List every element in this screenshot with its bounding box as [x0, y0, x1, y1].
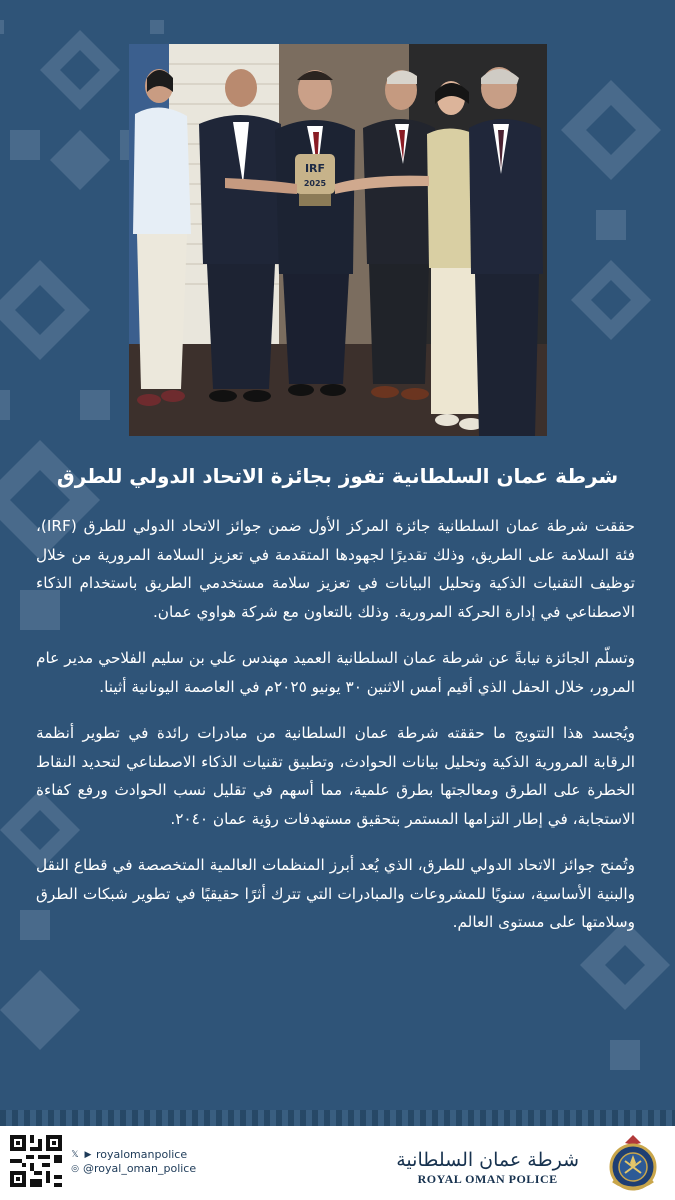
- social-handle-youtube: royalomanpolice: [96, 1148, 188, 1161]
- decorative-border-band: [0, 1110, 675, 1126]
- paragraph-3: ويُجسد هذا التتويج ما حققته شرطة عمان السلطانية من مبادرات رائدة في تطوير أنظمة الرقابة المرورية الذكية وتحليل بيانات الحوادث، وتطبيق تقنيات الذكاء الاصطناعي لتحديد النقاط الخطرة على الطرق ومعالجتها بطرق علمية، مما أسهم في تقليل نسب الحوادث ورفع كفاءة الاستجابة، في إطار التزامها المستمر بتحقيق مستهدفات رؤية عمان ٢٠٤٠.: [36, 724, 635, 828]
- instagram-icon: ◎: [71, 1164, 79, 1174]
- social-row-x-youtube[interactable]: [70, 1148, 196, 1162]
- award-ceremony-photo: [129, 44, 547, 436]
- social-links: [70, 1148, 196, 1176]
- paragraph-1: حققت شرطة عمان السلطانية جائزة المركز الأول ضمن جوائز الاتحاد الدولي للطرق (IRF)، فئة السلامة على الطريق، وذلك تقديرًا لجهودها المتقدمة في تعزيز السلامة المرورية من خلال توظيف التقنيات الذكية وتحليل البيانات في تعزيز سلامة مستخدمي الطريق باستخدام الذكاء الاصطناعي في إدارة الحركة المرورية. وذلك بالتعاون مع شركة هواوي عمان.: [36, 517, 635, 621]
- award-logo-year: 2025: [303, 179, 327, 188]
- article-body: [36, 512, 635, 955]
- footer: [0, 1126, 675, 1200]
- decorative-pattern-top-right: [541, 60, 675, 360]
- award-logo-text: IRF: [304, 162, 326, 175]
- youtube-icon: ▶: [84, 1150, 92, 1160]
- paragraph-2: وتسلّم الجائزة نيابةً عن شرطة عمان السلطانية العميد مهندس علي بن سليم الفلاحي مدير عام المرور، خلال الحفل الذي أقيم أمس الاثنين ٣٠ يونيو ٢٠٢٥م في العاصمة اليونانية أثينا.: [36, 649, 635, 696]
- royal-oman-police-emblem-icon: [603, 1133, 663, 1195]
- brand-name-arabic: شرطة عمان السلطانية: [396, 1149, 579, 1171]
- brand-wordmark: [396, 1148, 579, 1187]
- paragraph-4: وتُمنح جوائز الاتحاد الدولي للطرق، الذي يُعد أبرز المنظمات العالمية المتخصصة في قطاع النقل والبنية الأساسية، سنويًا للمشروعات والمبادرات التي تترك أثرًا حقيقيًا في تطوير شبكات الطرق وسلامتها على مستوى العالم.: [36, 856, 635, 931]
- social-row-instagram[interactable]: [70, 1162, 196, 1176]
- qr-code-icon[interactable]: [10, 1135, 62, 1187]
- article-headline: شرطة عمان السلطانية تفوز بجائزة الاتحاد الدولي للطرق: [56, 464, 619, 488]
- social-handle-instagram: @royal_oman_police: [83, 1162, 197, 1175]
- x-icon: 𝕏: [71, 1150, 79, 1160]
- brand-name-english: ROYAL OMAN POLICE: [417, 1172, 558, 1186]
